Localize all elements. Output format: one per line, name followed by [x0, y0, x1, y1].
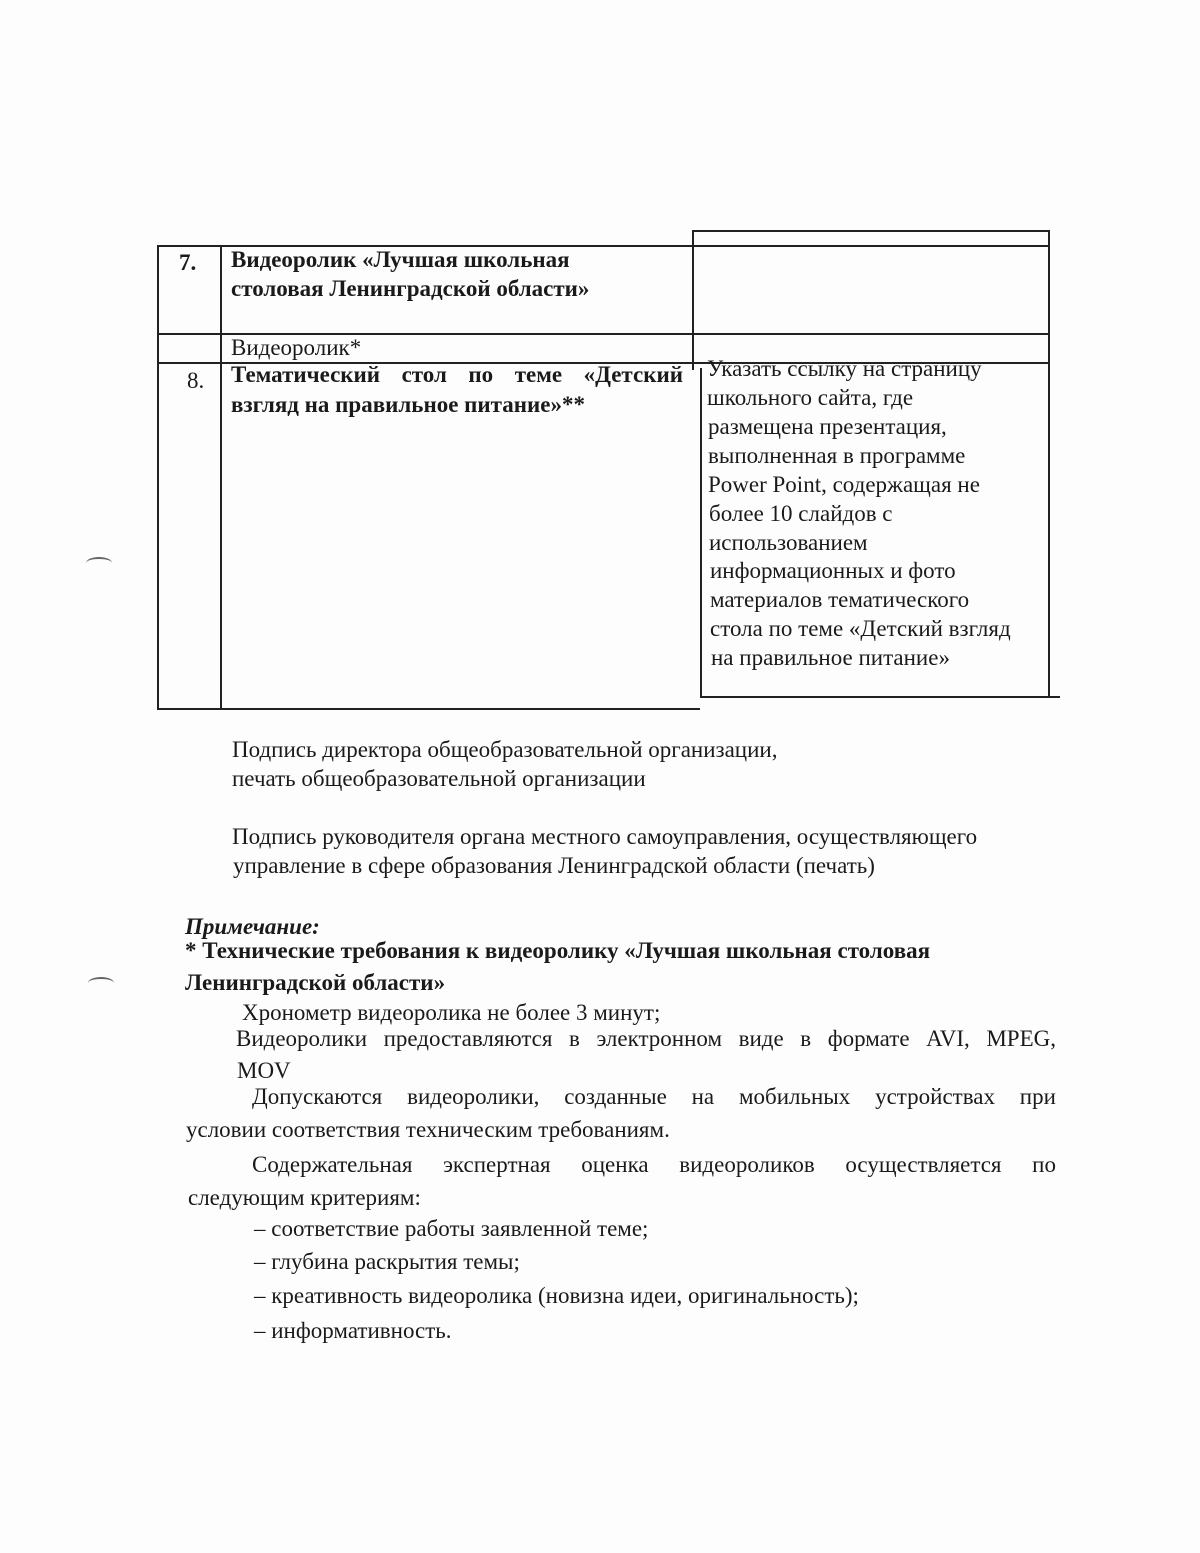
word: в [800, 1026, 812, 1051]
mobile-requirement: условии соответствия техническим требованиям. [186, 1117, 670, 1142]
row-note: использованием [709, 530, 868, 555]
table-border [157, 708, 700, 710]
director-stamp-line: печать общеобразовательной организации [232, 766, 646, 791]
row-note: Указать ссылку на страницу [707, 356, 982, 381]
row-note: на правильное питание» [711, 645, 950, 670]
row-note: информационных и фото [710, 558, 956, 583]
word: при [1019, 1084, 1056, 1109]
word: видеороликов [679, 1152, 815, 1177]
word: осуществляется [845, 1152, 1002, 1177]
row-note: материалов тематического [710, 587, 970, 612]
row-title-part: теме [514, 362, 563, 387]
word: Допускаются [252, 1084, 383, 1109]
requirements-heading: Ленинградской области» [185, 970, 446, 995]
word: виде [738, 1026, 784, 1051]
word: предоставляются [383, 1026, 553, 1051]
word: видеоролики, [407, 1084, 540, 1109]
row-title-part: Тематический [231, 362, 381, 387]
requirements-heading: * Технические требования к видеоролику «Лучшая школьная столовая [185, 938, 931, 963]
row-title-part: по [468, 362, 494, 387]
row-title: Видеоролик* [231, 335, 362, 360]
word: на [691, 1084, 715, 1109]
row-note: школьного сайта, где [707, 385, 914, 410]
row-note: стола по теме «Детский взгляд [710, 616, 1011, 641]
criteria-item: – информативность. [254, 1318, 452, 1343]
nominations-table [157, 230, 1057, 710]
word: оценка [581, 1152, 649, 1177]
scan-mark [88, 977, 114, 989]
row-title-part: «Детский [583, 362, 683, 387]
criteria-item: – глубина раскрытия темы; [254, 1249, 520, 1274]
head-signature-line: управление в сфере образования Ленинградской области (печать) [233, 853, 875, 878]
row-title-part: стол [401, 362, 447, 387]
duration-requirement: Хронометр видеоролика не более 3 минут; [242, 1000, 661, 1025]
head-signature-line: Подпись руководителя органа местного самоуправления, осуществляющего [232, 824, 978, 849]
row-note: выполненная в программе [708, 443, 966, 468]
word: AVI, [926, 1026, 970, 1051]
word: Содержательная [252, 1152, 413, 1177]
criteria-item: – креативность видеоролика (новизна идеи, оригинальность); [254, 1283, 859, 1308]
word: Видеоролики [236, 1026, 368, 1051]
row-number: 8. [187, 368, 205, 393]
table-border [692, 230, 1050, 232]
expert-evaluation: следующим критериям: [188, 1185, 421, 1210]
table-border [700, 368, 702, 698]
word: устройствах [875, 1084, 995, 1109]
word: в [569, 1026, 580, 1051]
word: электронном [596, 1026, 723, 1051]
word: экспертная [443, 1152, 551, 1177]
director-signature-line: Подпись директора общеобразовательной организации, [232, 737, 778, 762]
row-title [231, 360, 683, 389]
criteria-item: – соответствие работы заявленной теме; [254, 1216, 649, 1241]
row-note: размещена презентация, [708, 414, 947, 439]
row-note: Power Point, содержащая не [708, 472, 980, 497]
expert-evaluation [252, 1150, 1056, 1180]
table-border [220, 245, 222, 710]
row-note: более 10 слайдов с [709, 501, 893, 526]
format-requirement [236, 1024, 1056, 1054]
note-heading: Примечание: [185, 914, 320, 939]
word: формате [827, 1026, 910, 1051]
format-requirement: MOV [237, 1058, 291, 1083]
row-title: взгляд на правильное питание»** [231, 392, 585, 417]
word: по [1032, 1152, 1056, 1177]
row-title: столовая Ленинградской области» [231, 276, 590, 301]
word: MPEG, [986, 1026, 1056, 1051]
table-border [692, 230, 694, 370]
scan-mark [86, 557, 112, 569]
row-title: Видеоролик «Лучшая школьная [231, 247, 570, 272]
word: мобильных [738, 1084, 851, 1109]
row-number: 7. [179, 250, 197, 275]
table-border [1048, 230, 1050, 698]
table-border [157, 245, 159, 710]
table-border [700, 696, 1060, 698]
word: созданные [564, 1084, 667, 1109]
mobile-requirement [252, 1082, 1056, 1112]
